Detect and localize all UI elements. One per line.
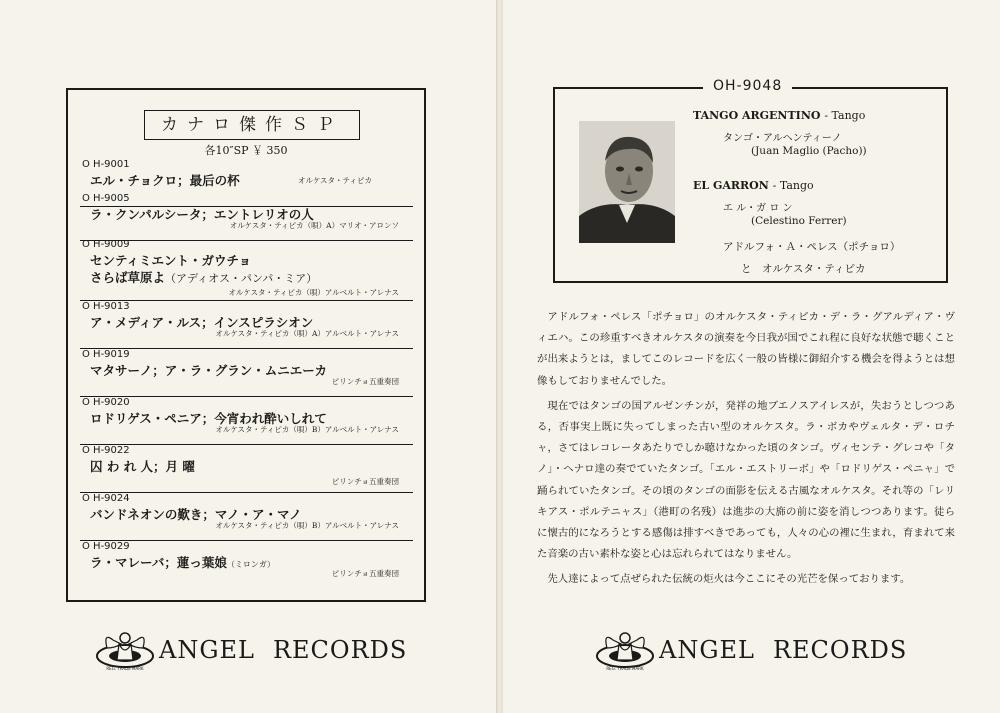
angel-emblem-icon xyxy=(595,626,655,672)
song2-composer: (Celestino Ferrer) xyxy=(751,215,847,227)
catalog-title: カナロ傑作ＳＰ xyxy=(144,110,360,140)
artist-orchestra: オルケスタ・ティピカ xyxy=(762,263,866,275)
entry-title2: さらば草原よ xyxy=(90,270,166,285)
entry-performer: オルケスタ・ティピカ（唄）A）アルベルト・アレナス xyxy=(215,329,399,338)
catalog-box xyxy=(66,88,426,602)
entry-code: O H-9013 xyxy=(82,301,130,312)
catalog-entry xyxy=(80,540,413,588)
price-line: 各10″SP ￥ 350 xyxy=(204,144,288,157)
catalog-entry xyxy=(80,192,413,241)
entry-performer: オルケスタ・ティピカ（唄）B）アルベルト・アレナス xyxy=(215,521,399,530)
song2-genre: - Tango xyxy=(772,179,814,192)
entry-performer: ピリンチョ五重奏団 xyxy=(331,569,399,578)
song1-title: TANGO ARGENTINO xyxy=(693,109,821,122)
right-page xyxy=(503,0,1000,713)
song1-genre: - Tango xyxy=(824,109,866,122)
entry-performer: オルケスタ・ティピカ（唄）A）マリオ・アロンソ xyxy=(229,221,399,230)
entry-title: 囚 わ れ 人；月 曜 xyxy=(90,459,195,474)
entry-performer: オルケスタ・ティピカ（唄）アルベルト・アレナス xyxy=(228,288,399,297)
catalog-entry xyxy=(80,492,413,541)
song2-japanese-title: エ ル・ガ ロ ン xyxy=(723,203,793,214)
entry-title xyxy=(90,553,275,571)
logo-word-records: RECORDS xyxy=(272,636,408,664)
logo-word-records: RECORDS xyxy=(772,636,908,664)
entry-title: ア・メディア・ルス；インスピラシオン xyxy=(90,315,314,330)
angel-emblem-icon xyxy=(95,626,155,672)
logo-wordmark xyxy=(659,636,907,664)
song2-title: EL GARRON xyxy=(693,179,769,192)
entry-code: O H-9005 xyxy=(82,193,130,204)
entry-code: O H-9022 xyxy=(82,445,130,456)
catalog-entry xyxy=(80,444,413,493)
entry-performer: オルケスタ・ティピカ xyxy=(298,176,372,185)
catalog-entry xyxy=(80,238,413,301)
feature-code: OH-9048 xyxy=(703,78,792,94)
catalog-entry xyxy=(80,348,413,397)
entry-code: O H-9029 xyxy=(82,541,130,552)
song1-title-line xyxy=(693,109,865,122)
artist-photo xyxy=(579,121,675,243)
left-page xyxy=(0,0,497,713)
entry-title-second-line xyxy=(90,268,317,286)
entry-title2-paren: （アディオス・パンパ・ミア） xyxy=(165,272,318,285)
entry-code: O H-9009 xyxy=(82,239,130,250)
entry-title: ロドリゲス・ペニア；今宵われ酔いしれて xyxy=(90,411,327,426)
entry-code: O H-9020 xyxy=(82,397,130,408)
entry-performer: ピリンチョ五重奏団 xyxy=(331,377,399,386)
logo-tagline: REG. TRADE MARK xyxy=(606,666,644,671)
liner-paragraph: アドルフォ・ペレス「ポチョロ」のオルケスタ・ティピカ・デ・ラ・グアルディア・ヴィエハ。この珍重すべきオルケスタの演奏を今日我が国でこれ程に良好な状態で聴くことが出来ようとは，ましてこのレコードを広く一般の皆様に御紹介する機会を得ようとは想像もしておりませんでした。 xyxy=(537,311,955,387)
entry-performer: オルケスタ・ティピカ（唄）B）アルベルト・アレナス xyxy=(215,425,399,434)
entry-title: センティミエント・ガウチョ xyxy=(90,253,252,268)
entry-performer: ピリンチョ五重奏団 xyxy=(331,477,399,486)
song1-composer: (Juan Maglio (Pacho)) xyxy=(751,145,867,157)
entry-title: バンドネオンの歎き；マノ・ア・マノ xyxy=(90,507,302,522)
feature-box xyxy=(553,78,948,283)
liner-paragraph: 現在ではタンゴの国アルゼンチンが，発祥の地ブエノスアイレスが，失おうとしつつある，否事実上既に失ってしまった古い型のオルケスタ。ラ・ボカやヴェルタ・デ・ロチャ，さてはレコレータあたりでしか聴けなかった頃のタンゴ。ヴィセンテ・グレコや「タノ」・ヘナロ達の奏でていたタンゴ。「エル・エストリーボ」や「ロドリゲス・ペニャ」で踊られていたタンゴ。その頃のタンゴの面影を伝える古風なオルケスタ。それ等の「レリキアス・ポルテニャス」（港町の名残）は進歩の大旆の前に姿を消しつつあります。徒らに懐古的になろうとする感傷は排すべきであっても，人々の心の裡に生まれ，育まれて来た音楽の古い素朴な姿と心は忘れられてはなりません。 xyxy=(537,399,955,561)
song1-japanese-title: タンゴ・アルヘンティーノ xyxy=(723,133,842,144)
artist-line2 xyxy=(741,261,866,276)
song2-title-line xyxy=(693,179,814,192)
entry-code: O H-9001 xyxy=(82,159,130,170)
logo-wordmark xyxy=(159,636,407,664)
catalog-entry xyxy=(80,300,413,349)
entry-code: O H-9019 xyxy=(82,349,130,360)
logo-word-angel: ANGEL xyxy=(659,636,755,664)
artist-line1: アドルフォ・Ａ・ペレス（ポチョロ） xyxy=(723,241,901,253)
entry-title: マタサーノ；ア・ラ・グラン・ムニエーカ xyxy=(90,363,328,378)
portrait-image xyxy=(579,121,675,243)
catalog-entry xyxy=(80,396,413,445)
entry-title-paren: （ミロンガ） xyxy=(226,560,275,569)
liner-notes xyxy=(537,307,955,595)
entry-title: ラ・クンパルシータ；エントレリオの人 xyxy=(90,207,314,222)
artist-and: と xyxy=(741,263,752,275)
liner-paragraph: 先人達によって点ぜられた伝統の炬火は今ここにその光芒を保っております。 xyxy=(547,573,911,586)
entry-title-text: ラ・マレーバ；蓮っ葉娘 xyxy=(90,555,227,570)
logo-tagline: REG. TRADE MARK xyxy=(106,666,144,671)
entry-code: O H-9024 xyxy=(82,493,130,504)
logo-word-angel: ANGEL xyxy=(159,636,255,664)
entry-title: エル・チョクロ；最后の杯 xyxy=(90,173,240,188)
